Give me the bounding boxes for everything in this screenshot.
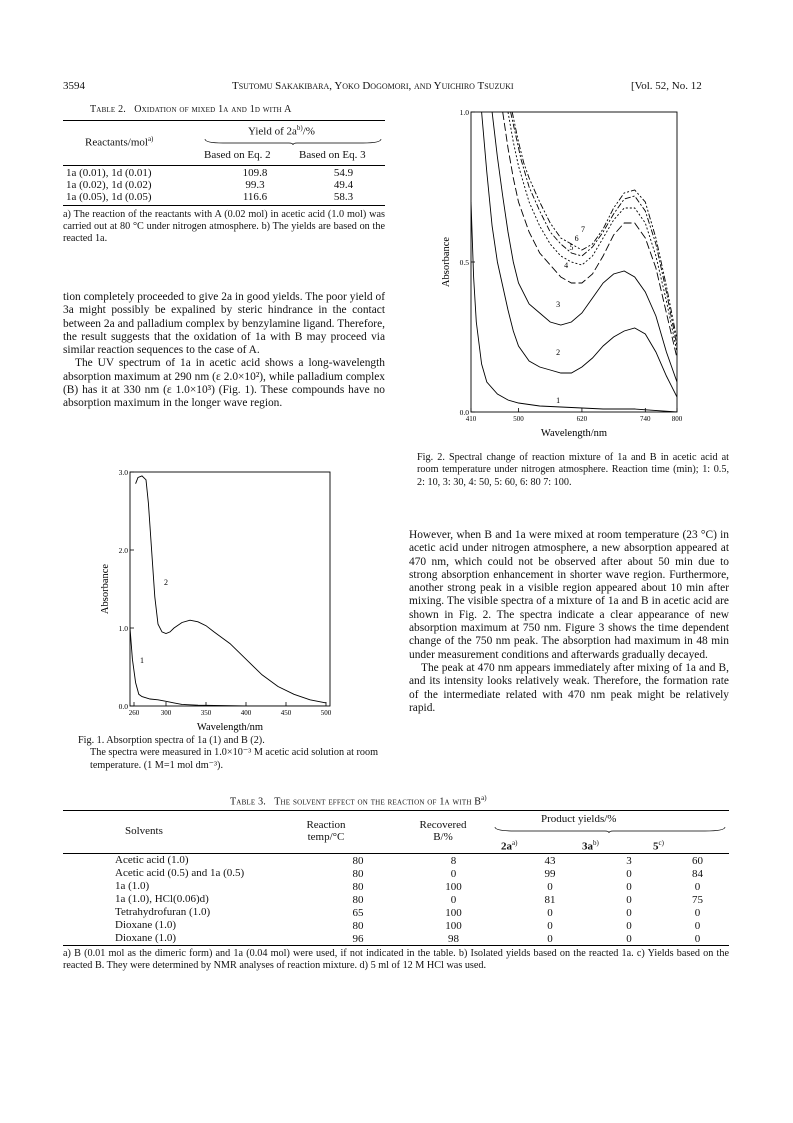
- table-cell: 0: [626, 906, 632, 919]
- table-cell: 1a (1.0), HCl(0.06)d): [115, 893, 209, 905]
- x-tick-label: 300: [160, 709, 172, 717]
- table2-col-reactants: Reactants/mol$^{a)}$: [85, 135, 154, 149]
- right-column-text: [409, 529, 729, 715]
- table3-col-recovered: Recovered B/%: [419, 819, 467, 843]
- x-tick-label: 500: [320, 709, 332, 717]
- table3: [63, 810, 729, 972]
- table-cell: 81: [544, 893, 556, 906]
- table-row: [63, 179, 385, 191]
- x-axis-label: Wavelength/nm: [196, 722, 264, 733]
- y-tick-label: 0.5: [459, 258, 469, 267]
- table-cell: 1a (0.01), 1d (0.01): [66, 167, 152, 179]
- figure1-caption-body: The spectra were measured in 1.0×10⁻³ M acetic acid solution at room temperature. (1 M=1 mol dm⁻³).: [90, 747, 379, 771]
- table-cell: 0: [626, 867, 632, 880]
- y-tick-label: 2.0: [118, 546, 128, 555]
- table-cell: 0: [626, 932, 632, 945]
- x-tick-label: 400: [240, 709, 252, 717]
- series-label-6: 6: [574, 234, 579, 243]
- right-paragraph-1: However, when B and 1a were mixed at room temperature (23 °C) in acetic acid under nitrogen atmosphere, a new absorption appeared at 470 nm, which could not be observed after about 50 min due to strong absorption enhancement in shorter wave region. Furthermore, another strong peak in a visible region appeared about 10 min after mixing. The visible spectra of a mixture of 1a and B in acetic acid are shown in Fig. 2. The spectra indicate a clear appearance of new absorption maximum at 750 nm. Figure 3 shows the time dependent change of the 750 nm peak. The absorption had maximum in 48 min under measurement conditions and afterwards gradually decayed.: [409, 529, 729, 661]
- table-cell: 0: [694, 880, 701, 893]
- table-cell: Tetrahydrofuran (1.0): [115, 906, 211, 918]
- x-tick-label: 410: [465, 415, 477, 423]
- table3-col-2a: $2a^{a)}$: [501, 839, 518, 853]
- table-row: [63, 932, 729, 945]
- table3-title-text: The solvent effect on the reaction of 1a with B: [274, 796, 482, 808]
- plot-frame: [471, 112, 677, 412]
- series-label-1: 1: [140, 656, 144, 666]
- table-cell: 75: [692, 893, 703, 906]
- left-paragraph-2: The UV spectrum of 1a in acetic acid shows a long-wavelength absorption maximum at 290 nm (ε 2.0×10²), while palladium complex (B) has it at 330 nm (ε 1.0×10³) (Fig. 1). These compounds have no absorption maximum in the longer wave region.: [63, 357, 385, 410]
- table2-col-eq3: Based on Eq. 3: [299, 149, 366, 161]
- table-cell: 80: [352, 854, 364, 867]
- y-axis-label: Absorbance: [100, 563, 111, 615]
- series-line-6: [511, 112, 677, 346]
- table2-label: Table 2.: [90, 104, 126, 115]
- table-row: [63, 167, 385, 179]
- figure2-chart: [437, 104, 697, 448]
- series-line-7: [512, 112, 677, 340]
- table-cell: 99.3: [245, 179, 265, 191]
- x-tick-label: 450: [280, 709, 292, 717]
- table-row: [63, 854, 729, 867]
- table-cell: 84: [692, 867, 703, 880]
- table2-col-eq2: Based on Eq. 2: [204, 149, 271, 161]
- table-cell: 0: [547, 919, 553, 932]
- figure1-chart: [88, 462, 338, 734]
- table-cell: Acetic acid (1.0): [115, 854, 189, 866]
- table3-footnote: a) B (0.01 mol as the dimeric form) and 1a (0.04 mol) were used, if not indicated in the table. b) Isolated yields based on the reacted 1a. c) Yields based on the reacted B. They were determined by NMR analyses of reaction mixture. d) 5 ml of 12 M HCl was used.: [63, 948, 729, 972]
- table-row: [63, 880, 729, 893]
- figure2-caption: Fig. 2. Spectral change of reaction mixture of 1a and B in acetic acid at room temperature under nitrogen atmosphere. Reaction time (min); 1: 0.5, 2: 10, 3: 30, 4: 50, 5: 60, 6: 80 7: 100.: [417, 452, 729, 488]
- series-label-5: 5: [569, 243, 574, 252]
- series-line-2: [482, 112, 677, 397]
- table-cell: 0: [547, 932, 553, 945]
- series-label-3: 3: [556, 300, 561, 309]
- table-cell: 0: [547, 906, 553, 919]
- table3-col-5: 5$^{c)}$: [653, 839, 664, 853]
- table-cell: 1a (0.05), 1d (0.05): [66, 191, 152, 203]
- table2-title-text: Oxidation of mixed 1a and 1d with A: [134, 104, 292, 115]
- table-cell: 1a (0.02), 1d (0.02): [66, 179, 152, 191]
- x-tick-label: 620: [576, 415, 588, 423]
- table2-brace: [203, 137, 383, 145]
- series-line-2: [136, 476, 326, 703]
- table2-col-yield: Yield of $2a^{b)}/\%$: [248, 124, 315, 138]
- series-line-4: [503, 112, 677, 358]
- figure1-caption: [78, 735, 388, 772]
- table-cell: 60: [692, 854, 703, 867]
- series-label-2: 2: [556, 348, 561, 357]
- table-cell: 80: [352, 919, 364, 932]
- table-cell: 0: [626, 880, 632, 893]
- table-cell: 1a (1.0): [115, 880, 150, 892]
- table-cell: 0: [547, 880, 553, 893]
- table-row: [63, 893, 729, 906]
- table3-body: [63, 854, 729, 945]
- table3-col-product: Product yields/%: [541, 813, 617, 825]
- table-cell: 99: [544, 867, 556, 880]
- table-cell: 80: [352, 880, 364, 893]
- table-cell: 54.9: [333, 167, 354, 179]
- table-row: [63, 919, 729, 932]
- series-line-1: [130, 628, 326, 706]
- table2: [63, 120, 385, 246]
- table-cell: 8: [450, 854, 457, 867]
- table-cell: 98: [448, 932, 459, 945]
- x-tick-label: 800: [671, 415, 683, 423]
- table-cell: 0: [626, 893, 632, 906]
- table-cell: 96: [352, 932, 364, 945]
- left-paragraph-1: tion completely proceeded to give 2a in good yields. The poor yield of 3a might possibly be expalined by steric hindrance in the contact between 2a and palladium complex by benzylamine ligand. Therefore, the result suggests that the oxidation of 1a with B may proceed via similar reaction sequences to the case of A.: [63, 291, 385, 357]
- table2-footnote: a) The reaction of the reactants with A (0.02 mol) in acetic acid (1.0 mol) was carried out at 80 °C under nitrogen atmosphere. b) The yields are based on the reacted 1a.: [63, 209, 385, 245]
- table-cell: 3: [626, 854, 632, 867]
- y-tick-label: 0.0: [459, 408, 469, 417]
- table-cell: 0: [626, 919, 632, 932]
- table-cell: Acetic acid (0.5) and 1a (0.5): [115, 867, 245, 879]
- table-cell: Dioxane (1.0): [115, 919, 177, 931]
- y-tick-label: 3.0: [118, 468, 128, 477]
- table-row: [63, 191, 385, 203]
- x-tick-label: 350: [200, 709, 212, 717]
- x-axis-label: Wavelength/nm: [540, 428, 608, 439]
- table-cell: 0: [694, 906, 701, 919]
- series-label-2: 2: [164, 578, 168, 588]
- table-cell: 58.3: [333, 191, 354, 203]
- table-cell: 65: [352, 906, 364, 919]
- x-tick-label: 500: [513, 415, 524, 423]
- table-cell: 100: [445, 880, 462, 893]
- table3-brace: [493, 825, 729, 833]
- table3-label: Table 3.: [230, 796, 266, 808]
- y-axis-label: Absorbance: [441, 236, 452, 288]
- table-cell: 116.6: [242, 191, 268, 203]
- table-cell: 109.8: [242, 167, 268, 179]
- series-label-4: 4: [564, 261, 569, 270]
- volume-info: [Vol. 52, No. 12: [631, 80, 702, 92]
- table-cell: 0: [694, 932, 701, 945]
- running-authors: Tsutomu Sakakibara, Yoko Dogomori, and Yuichiro Tsuzuki: [232, 80, 514, 92]
- series-label-1: 1: [556, 396, 561, 405]
- table-cell: 0: [694, 919, 701, 932]
- y-tick-label: 1.0: [459, 108, 469, 117]
- table3-col-solvents: Solvents: [125, 825, 163, 837]
- table-cell: 49.4: [333, 179, 354, 191]
- table3-title: Table 3. The solvent effect on the reaction of 1a with $B^{a)}$: [230, 794, 487, 808]
- left-column-text: [63, 291, 385, 411]
- x-tick-label: 260: [128, 709, 140, 717]
- right-paragraph-2: The peak at 470 nm appears immediately after mixing of 1a and B, and its intensity looks relatively weak. Therefore, the formation rate of the intermediate related with 470 nm peak might be relatively rapid.: [409, 661, 729, 714]
- y-tick-label: 0.0: [118, 702, 128, 711]
- table-cell: 100: [445, 906, 462, 919]
- table3-col-3a: $3a^{b)}$: [582, 839, 599, 853]
- x-tick-label: 740: [640, 415, 651, 423]
- table-cell: Dioxane (1.0): [115, 932, 177, 944]
- table-row: [63, 906, 729, 919]
- table2-body: [63, 167, 385, 203]
- page-number: 3594: [63, 80, 85, 92]
- plot-frame: [130, 472, 330, 706]
- table-cell: 43: [544, 854, 556, 867]
- table2-title: [90, 103, 292, 115]
- figure1-caption-title: Fig. 1. Absorption spectra of 1a (1) and B (2).: [78, 735, 265, 746]
- table-cell: 80: [352, 867, 364, 880]
- table3-col-temp: Reaction temp/°C: [306, 819, 346, 843]
- table-cell: 0: [450, 893, 457, 906]
- table-cell: 100: [445, 919, 462, 932]
- table-cell: 80: [352, 893, 364, 906]
- table-row: [63, 867, 729, 880]
- series-label-7: 7: [580, 225, 585, 234]
- table-cell: 0: [450, 867, 457, 880]
- y-tick-label: 1.0: [118, 624, 128, 633]
